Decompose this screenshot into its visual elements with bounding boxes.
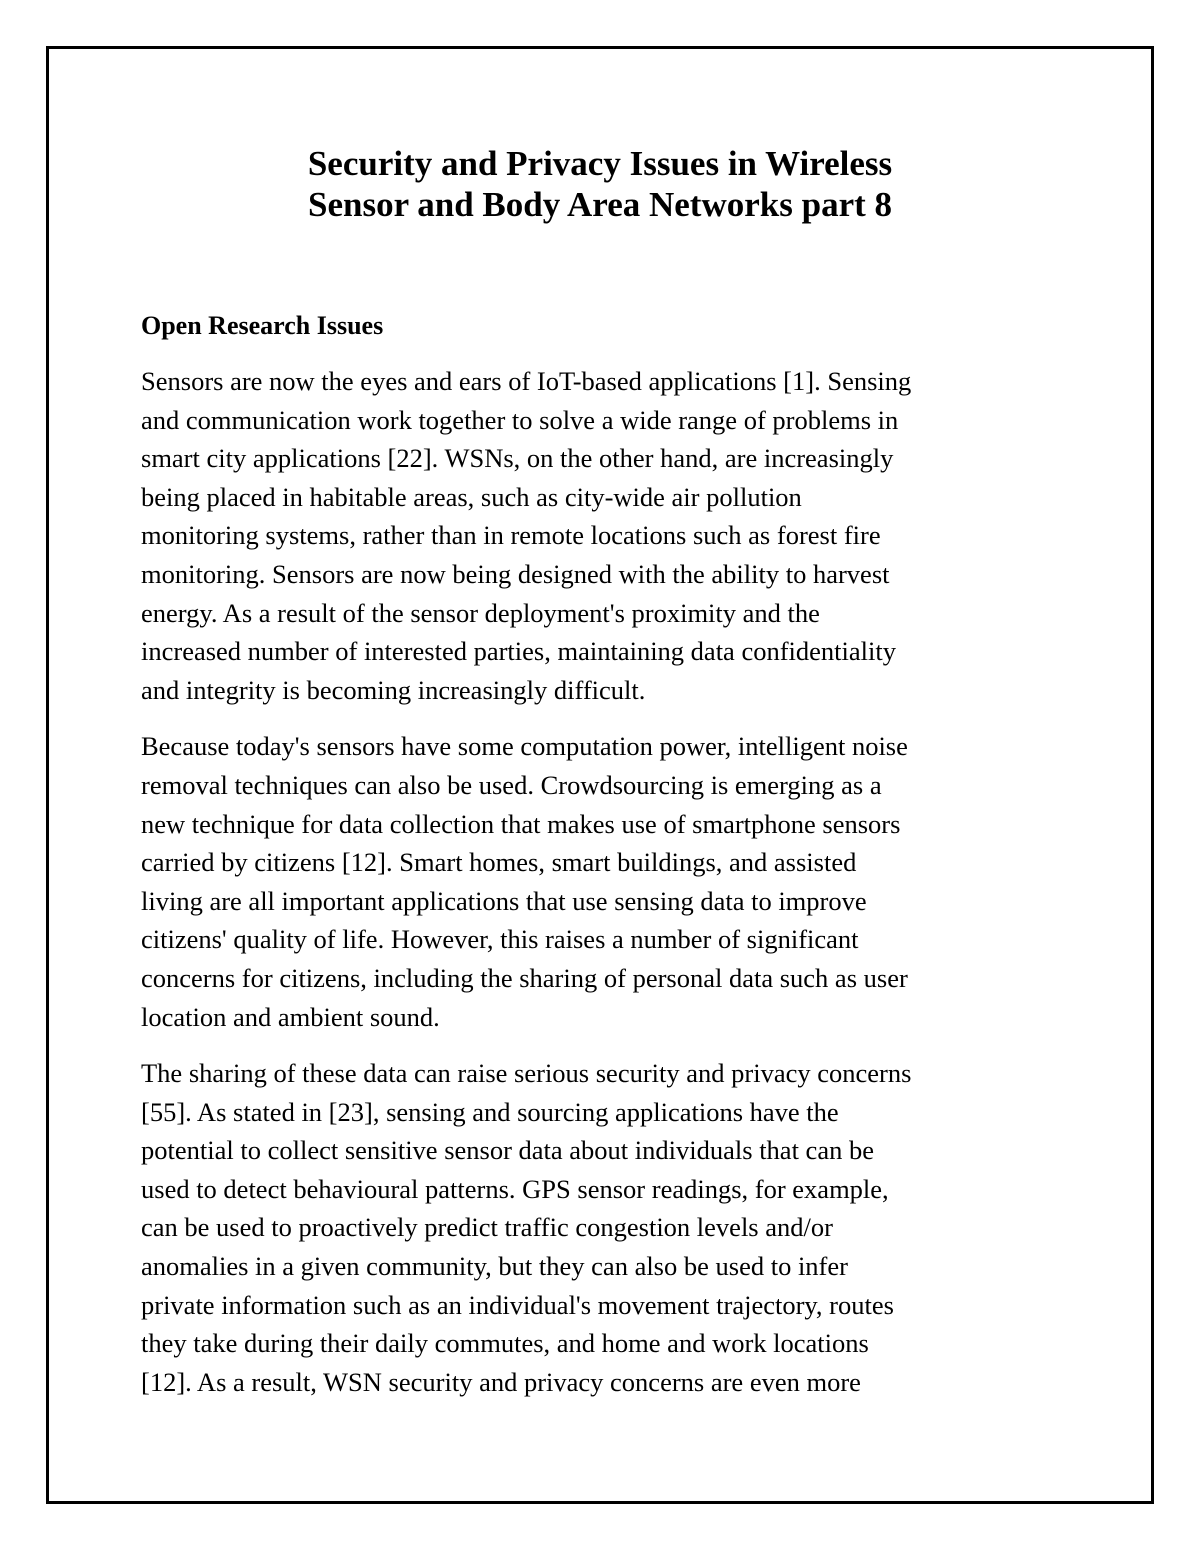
paragraph-line: energy. As a result of the sensor deployment's proximity and the [141,597,820,628]
paragraph-line: removal techniques can also be used. Crowdsourcing is emerging as a [141,769,882,800]
paragraph-line: private information such as an individual's movement trajectory, routes [141,1289,894,1320]
paragraph-line: and communication work together to solve a wide range of problems in [141,404,899,435]
paragraph-line: Sensors are now the eyes and ears of IoT-based applications [1]. Sensing [141,366,912,396]
paragraph-1 [141,362,1071,709]
paragraph-line: concerns for citizens, including the sharing of personal data such as user [141,962,908,993]
section-heading: Open Research Issues [141,311,384,340]
paragraph-line: anomalies in a given community, but they can also be used to infer [141,1251,848,1282]
paragraph-line: they take during their daily commutes, and home and work locations [141,1328,869,1359]
paragraph-line: smart city applications [22]. WSNs, on the other hand, are increasingly [141,443,894,474]
document-body [141,307,1071,1419]
paragraph-line: being placed in habitable areas, such as city-wide air pollution [141,481,802,512]
paragraph-line: increased number of interested parties, maintaining data confidentiality [141,636,896,667]
paragraph-line: Because today's sensors have some computation power, intelligent noise [141,731,908,762]
paragraph-line: monitoring. Sensors are now being designed with the ability to harvest [141,558,890,589]
paragraph-line: and integrity is becoming increasingly difficult. [141,674,646,705]
paragraph-line: potential to collect sensitive sensor data about individuals that can be [141,1135,874,1166]
paragraph-line: citizens' quality of life. However, this raises a number of significant [141,924,859,955]
paragraph-line: The sharing of these data can raise serious security and privacy concerns [141,1058,912,1089]
paragraph-3 [141,1054,1071,1401]
document-title [0,143,1200,225]
paragraph-line: living are all important applications that use sensing data to improve [141,885,867,916]
paragraph-line: monitoring systems, rather than in remote locations such as forest fire [141,520,881,551]
paragraph-line: carried by citizens [12]. Smart homes, smart buildings, and assisted [141,847,857,878]
paragraph-line: can be used to proactively predict traffic congestion levels and/or [141,1212,833,1243]
title-line-2: Sensor and Body Area Networks part 8 [307,185,893,224]
paragraph-line: location and ambient sound. [141,1001,440,1032]
paragraph-line: new technique for data collection that makes use of smartphone sensors [141,808,901,839]
paragraph-line: used to detect behavioural patterns. GPS sensor readings, for example, [141,1173,889,1204]
paragraph-line: [55]. As stated in [23], sensing and sourcing applications have the [141,1096,839,1127]
paragraph-2 [141,727,1071,1036]
title-line-1: Security and Privacy Issues in Wireless [307,144,893,183]
paragraph-line: [12]. As a result, WSN security and privacy concerns are even more [141,1366,861,1397]
